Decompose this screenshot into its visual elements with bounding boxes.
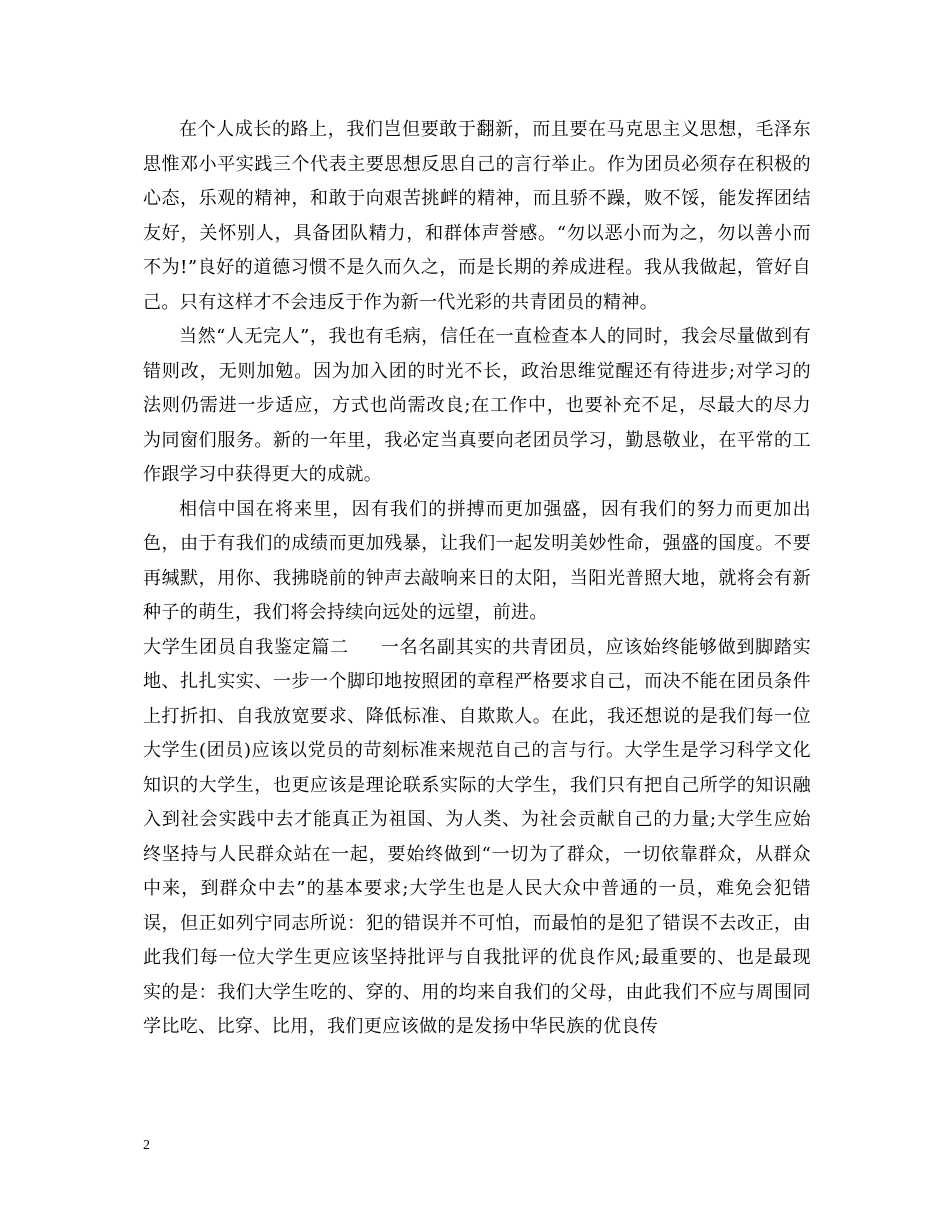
document-page <box>143 113 811 1045</box>
section-heading: 大学生团员自我鉴定篇二 <box>143 636 349 658</box>
page-number: 2 <box>143 1138 150 1153</box>
paragraph-1: 在个人成长的路上，我们岂但要敢于翻新，而且要在马克思主义思想，毛泽东思惟邓小平实践三个代表主要思想反思自己的言行举止。作为团员必须存在积极的心态，乐观的精神，和敢于向艰苦挑衅的精神，而且骄不躁，败不馁，能发挥团结友好，关怀别人，具备团队精力，和群体声誉感。“勿以恶小而为之，勿以善小而不为!”良好的道德习惯不是久而久之，而是长期的养成进程。我从我做起，管好自己。只有这样才不会违反于作为新一代光彩的共青团员的精神。 <box>143 119 811 313</box>
paragraph-2: 当然“人无完人”，我也有毛病，信任在一直检查本人的同时，我会尽量做到有错则改，无则加勉。因为加入团的时光不长，政治思维觉醒还有待进步;对学习的法则仍需进一步适应，方式也尚需改良;在工作中，也要补充不足，尽最大的尽力为同窗们服务。新的一年里，我必定当真要向老团员学习，勤恳敬业，在平常的工作跟学习中获得更大的成就。 <box>143 326 811 485</box>
section-paragraph <box>143 631 811 1045</box>
section-body: 一名名副其实的共青团员，应该始终能够做到脚踏实地、扎扎实实、一步一个脚印地按照团的章程严格要求自己，而决不能在团员条件上打折扣、自我放宽要求、降低标准、自欺欺人。在此，我还想说的是我们每一位大学生(团员)应该以党员的苛刻标准来规范自己的言与行。大学生是学习科学文化知识的大学生，也更应该是理论联系实际的大学生，我们只有把自己所学的知识融入到社会实践中去才能真正为祖国、为人类、为社会贡献自己的力量;大学生应始终坚持与人民群众站在一起，要始终做到“一切为了群众，一切依靠群众，从群众中来，到群众中去”的基本要求;大学生也是人民大众中普通的一员，难免会犯错误，但正如列宁同志所说：犯的错误并不可怕，而最怕的是犯了错误不去改正，由此我们每一位大学生更应该坚持批评与自我批评的优良作风;最重要的、也是最现实的是：我们大学生吃的、穿的、用的均来自我们的父母，由此我们不应与周围同学比吃、比穿、比用，我们更应该做的是发扬中华民族的优良传 <box>143 636 811 1037</box>
paragraph-3: 相信中国在将来里，因有我们的拼搏而更加强盛，因有我们的努力而更加出色，由于有我们的成绩而更加残暴，让我们一起发明美妙性命，强盛的国度。不要再缄默，用你、我拂晓前的钟声去敲响来日的太阳，当阳光普照大地，就将会有新种子的萌生，我们将会持续向远处的远望，前进。 <box>143 498 811 623</box>
